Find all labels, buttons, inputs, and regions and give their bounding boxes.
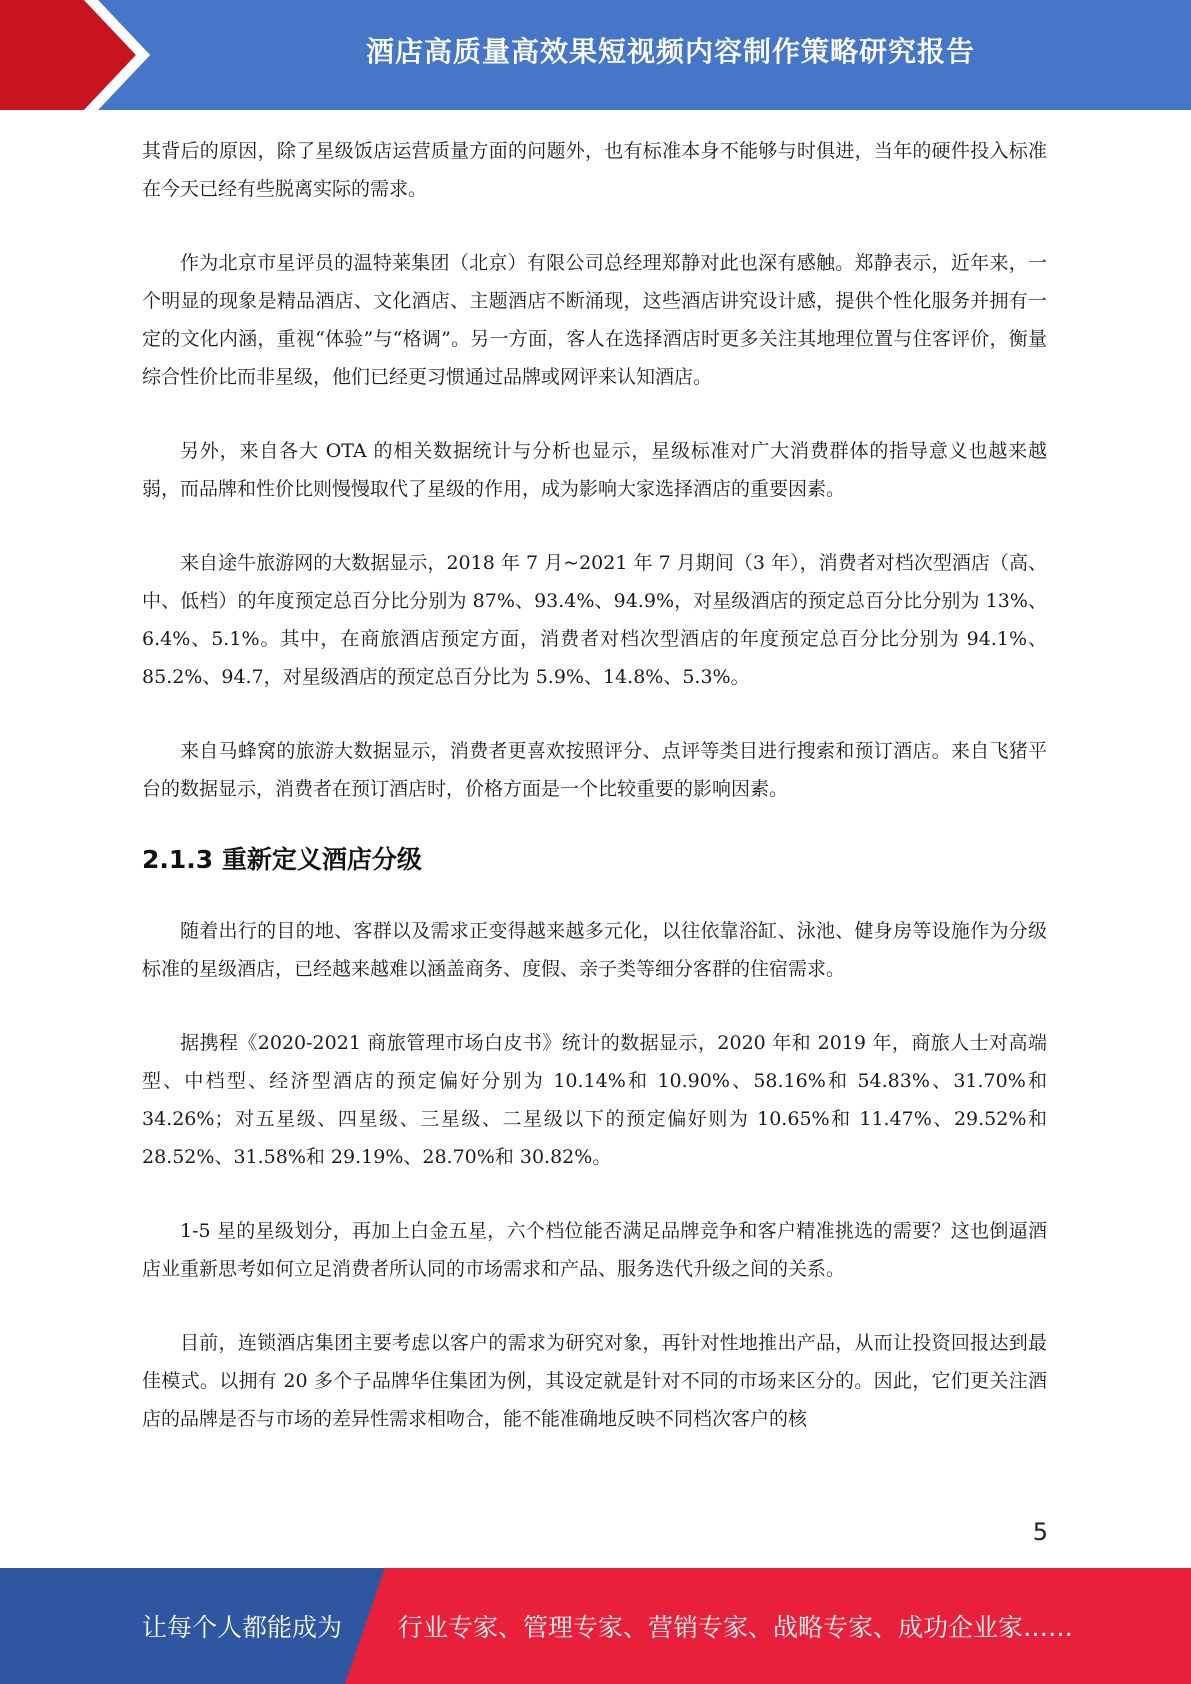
paragraph-star-levels: 1-5 星的星级划分，再加上白金五星，六个档位能否满足品牌竞争和客户精准挑选的需要？这也倒逼酒店业重新思考如何立足消费者所认同的市场需求和产品、服务迭代升级之间的关系。 — [142, 1220, 1047, 1280]
page-content — [142, 132, 1047, 1474]
page-number: 5 — [1032, 1518, 1048, 1546]
report-title: 酒店高质量高效果短视频内容制作策略研究报告 — [365, 35, 975, 68]
paragraph-ota: 另外，来自各大 OTA 的相关数据统计与分析也显示，星级标准对广大消费群体的指导意义也越来越弱，而品牌和性价比则慢慢取代了星级的作用，成为影响大家选择酒店的重要因素。 — [142, 440, 1047, 500]
page-footer — [0, 1568, 1191, 1684]
paragraph-diversification: 随着出行的目的地、客群以及需求正变得越来越多元化，以往依靠浴缸、泳池、健身房等设施作为分级标准的星级酒店，已经越来越难以涵盖商务、度假、亲子类等细分客群的住宿需求。 — [142, 920, 1047, 980]
paragraph-tuniu: 来自途牛旅游网的大数据显示，2018 年 7 月~2021 年 7 月期间（3 年），消费者对档次型酒店（高、中、低档）的年度预定总百分比分别为 87%、93.4%、94.9%，对星级酒店的预定总百分比分别为 13%、6.4%、5.1%。其中，在商旅酒店预定方面，消费者对档次型酒店的年度预定总百分比分别为 94.1%、85.2%、94.7，对星级酒店的预定总百分比为 5.9%、14.8%、5.3%。 — [142, 552, 1047, 688]
section-heading: 2.1.3 重新定义酒店分级 — [142, 845, 422, 874]
page-header — [0, 0, 1191, 110]
paragraph-continuation: 其背后的原因，除了星级饭店运营质量方面的问题外，也有标准本身不能够与时俱进，当年的硬件投入标准在今天已经有些脱离实际的需求。 — [142, 140, 1047, 200]
paragraph-ctrip: 据携程《2020-2021 商旅管理市场白皮书》统计的数据显示，2020 年和 2019 年，商旅人士对高端型、中档型、经济型酒店的预定偏好分别为 10.14%和 10.90%、58.16%和 54.83%、31.70%和 34.26%；对五星级、四星级、三星级、二星级以下的预定偏好则为 10.65%和 11.47%、29.52%和 28.52%、31.58%和 29.19%、28.70%和 30.82%。 — [142, 1032, 1047, 1168]
paragraph-zhengjing: 作为北京市星评员的温特莱集团（北京）有限公司总经理郑静对此也深有感触。郑静表示，近年来，一个明显的现象是精品酒店、文化酒店、主题酒店不断涌现，这些酒店讲究设计感，提供个性化服务并拥有一定的文化内涵，重视“体验”与“格调”。另一方面，客人在选择酒店时更多关注其地理位置与住客评价，衡量综合性价比而非星级，他们已经更习惯通过品牌或网评来认知酒店。 — [142, 252, 1047, 388]
paragraph-hotel-groups: 目前，连锁酒店集团主要考虑以客户的需求为研究对象，再针对性地推出产品，从而让投资回报达到最佳模式。以拥有 20 多个子品牌华住集团为例，其设定就是针对不同的市场来区分的。因此，它们更关注酒店的品牌是否与市场的差异性需求相吻合，能不能准确地反映不同档次客户的核 — [142, 1332, 1047, 1430]
paragraph-mafengwo: 来自马蜂窝的旅游大数据显示，消费者更喜欢按照评分、点评等类目进行搜索和预订酒店。来自飞猪平台的数据显示，消费者在预订酒店时，价格方面是一个比较重要的影响因素。 — [142, 740, 1047, 800]
footer-slogan-left: 让每个人都能成为 — [142, 1613, 343, 1642]
footer-slogan-right: 行业专家、管理专家、营销专家、战略专家、成功企业家…… — [398, 1613, 1074, 1642]
